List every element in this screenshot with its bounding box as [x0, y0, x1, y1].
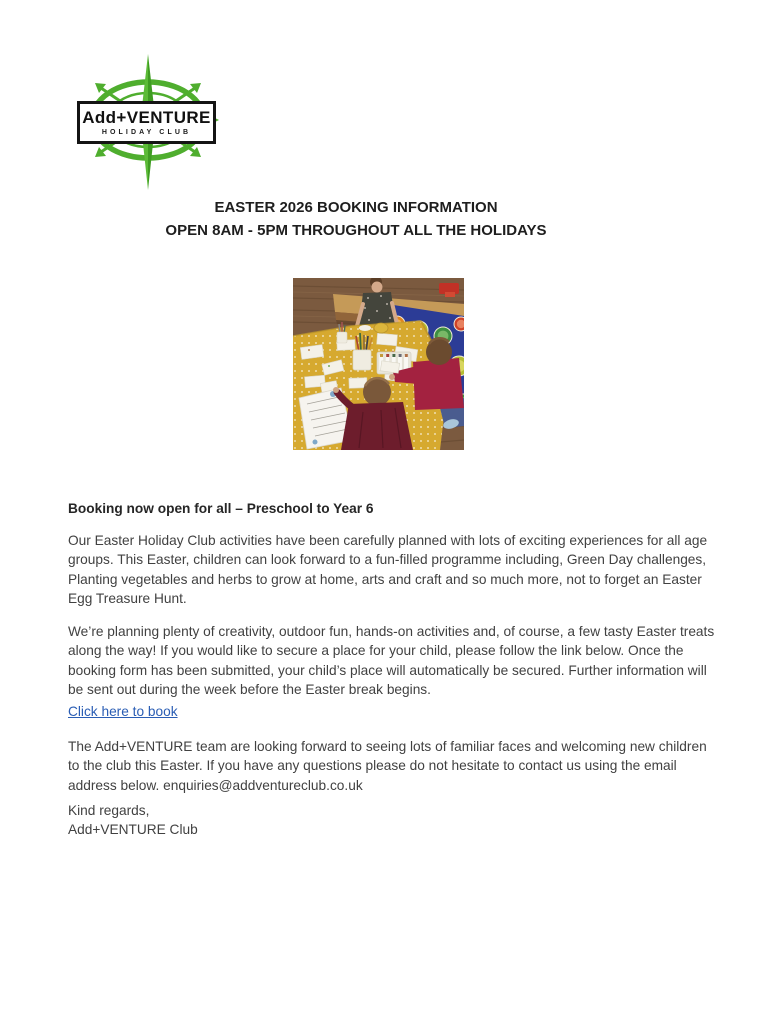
booking-subheading: Booking now open for all – Preschool to Year 6: [68, 501, 374, 516]
booking-link[interactable]: Click here to book: [68, 704, 178, 719]
logo-subtitle: HOLIDAY CLUB: [101, 128, 192, 136]
photo-yellow-pot: [374, 323, 388, 333]
booking-link-row: [68, 702, 718, 721]
signoff-line-2: Add+VENTURE Club: [68, 822, 198, 838]
signoff: [68, 801, 718, 840]
intro-paragraph: Our Easter Holiday Club activities have been carefully planned with lots of exciting experiences for all age groups. This Easter, children can look forward to a fun-filled programme including, Green Day challenges, Planting vegetables and herbs to grow at home, arts and craft and so much more, not to forget an Easter Egg Treasure Hunt.: [68, 533, 708, 607]
club-logo: [73, 52, 225, 192]
document-title: [0, 197, 712, 242]
signoff-line-1: Kind regards,: [68, 803, 150, 818]
title-line-1: EASTER 2026 BOOKING INFORMATION: [214, 199, 498, 216]
photo-plate: [359, 325, 371, 331]
logo-title: Add+VENTURE: [82, 107, 211, 127]
contact-paragraph: The Add+VENTURE team are looking forward to seeing lots of familiar faces and welcoming new children to the club this Easter. If you have any questions please do not hesitate to contact us using the email address below. enquiries@addventureclub.co.uk: [68, 739, 707, 793]
title-line-2: OPEN 8AM - 5PM THROUGHOUT ALL THE HOLIDAYS: [165, 221, 547, 239]
logo-box: [77, 101, 216, 144]
booking-paragraph: We’re planning plenty of creativity, outdoor fun, hands-on activities and, of course, a few tasty Easter treats along the way! If you would like to secure a place for your child, please follow the link below. Once the booking form has been submitted, your child’s place will automatically be secured. Further information will be sent out during the week before the Easter break begins.: [68, 624, 715, 698]
activity-photo: [293, 278, 464, 450]
